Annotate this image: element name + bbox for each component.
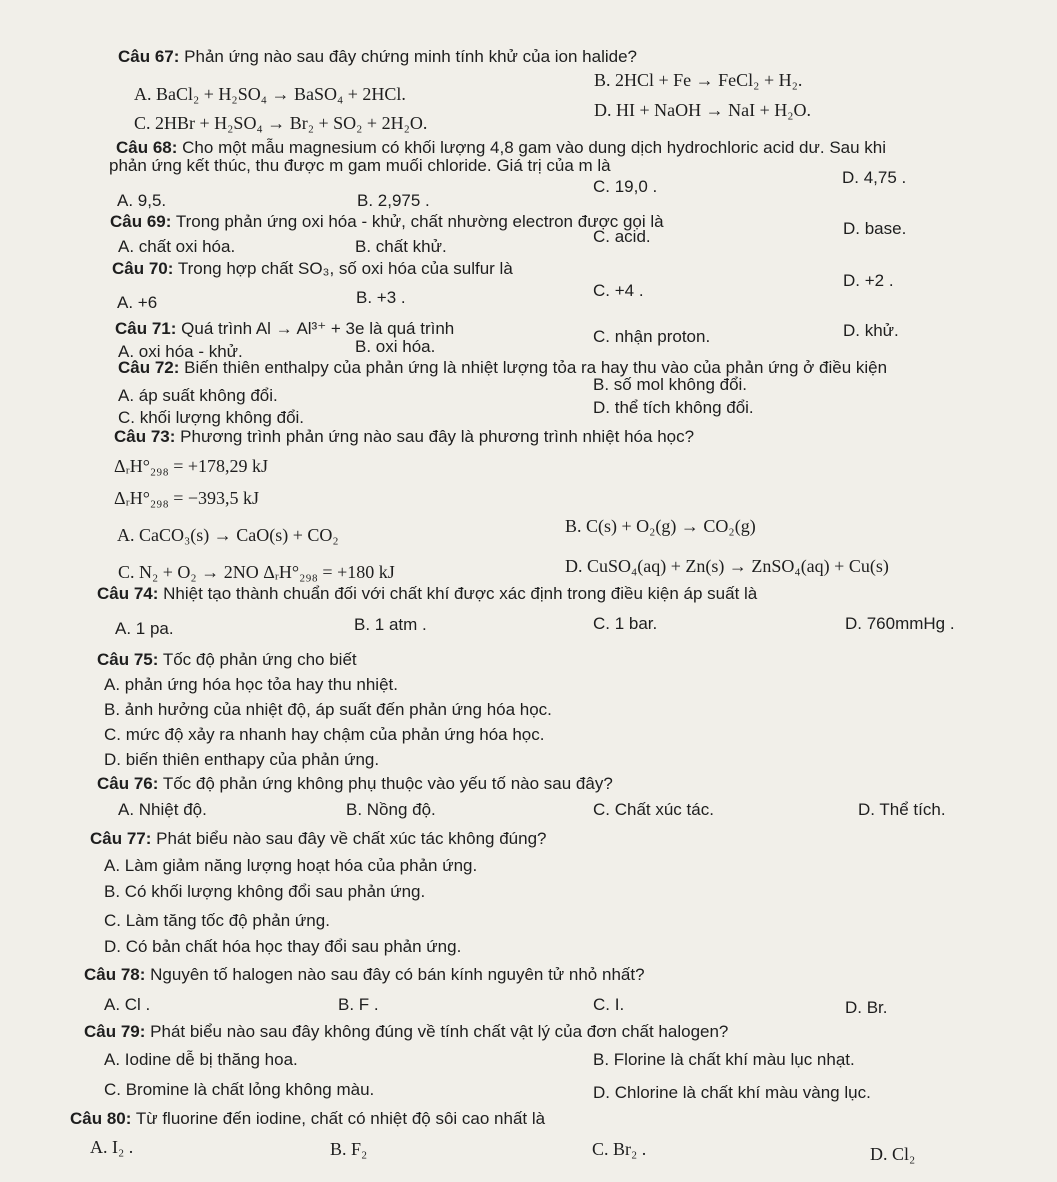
- question-label: Câu 67:: [118, 47, 180, 66]
- option-b: B. F₂: [330, 1139, 368, 1159]
- option-d: D. Br.: [845, 998, 888, 1017]
- question-label: Câu 79:: [84, 1022, 146, 1041]
- option-b: B. Florine là chất khí màu lục nhạt.: [593, 1050, 855, 1069]
- option-a: A. phản ứng hóa học tỏa hay thu nhiệt.: [104, 675, 398, 694]
- option-c: C. nhận proton.: [593, 327, 711, 346]
- question-69: [110, 211, 664, 232]
- question-stem: Phát biểu nào sau đây không đúng về tính chất vật lý của đơn chất halogen?: [150, 1022, 729, 1041]
- option-a: A. I₂ .: [90, 1137, 134, 1157]
- question-75: [97, 649, 357, 670]
- option-c: C. 19,0 .: [593, 177, 658, 196]
- question-stem: Nguyên tố halogen nào sau đây có bán kính nguyên tử nhỏ nhất?: [150, 965, 645, 984]
- question-label: Câu 80:: [70, 1109, 132, 1128]
- option-d: D. +2 .: [843, 271, 894, 290]
- option-a: A. BaCl₂ + H₂SO₄ → BaSO₄ + 2HCl.: [134, 84, 406, 104]
- option-a: A. áp suất không đổi.: [118, 386, 278, 405]
- question-stem: Biến thiên enthalpy của phản ứng là nhiệt lượng tỏa ra hay thu vào của phản ứng ở điều kiện: [184, 358, 888, 377]
- enthalpy-2: ΔᵣH°₂₉₈ = −393,5 kJ: [114, 488, 260, 508]
- question-67: [118, 46, 637, 67]
- option-b: B. F .: [338, 995, 379, 1014]
- option-c: C. N₂ + O₂ → 2NO ΔᵣH°₂₉₈ = +180 kJ: [118, 562, 395, 582]
- question-78: [84, 964, 645, 985]
- question-label: Câu 71:: [115, 319, 177, 338]
- option-a: A. Làm giảm năng lượng hoạt hóa của phản ứng.: [104, 856, 478, 875]
- question-label: Câu 78:: [84, 965, 146, 984]
- option-c: C. 2HBr + H₂SO₄ → Br₂ + SO₂ + 2H₂O.: [134, 113, 428, 133]
- option-d: D. 760mmHg .: [845, 614, 955, 633]
- question-77: [90, 828, 547, 849]
- question-label: Câu 76:: [97, 774, 159, 793]
- question-stem: Nhiệt tạo thành chuẩn đối với chất khí được xác định trong điều kiện áp suất là: [163, 584, 758, 603]
- option-b: B. số mol không đổi.: [593, 375, 748, 394]
- option-c: C. +4 .: [593, 281, 644, 300]
- question-label: Câu 77:: [90, 829, 152, 848]
- question-72: [118, 357, 887, 378]
- question-label: Câu 73:: [114, 427, 176, 446]
- question-stem: Trong phản ứng oxi hóa - khử, chất nhường electron được gọi là: [175, 212, 664, 231]
- option-d: D. HI + NaOH → NaI + H₂O.: [594, 100, 812, 120]
- question-73: [114, 426, 694, 447]
- question-label: Câu 74:: [97, 584, 159, 603]
- question-stem: Tốc độ phản ứng không phụ thuộc vào yếu tố nào sau đây?: [162, 774, 613, 793]
- option-d: D. Cl₂: [870, 1144, 916, 1164]
- option-a: A. Iodine dễ bị thăng hoa.: [104, 1050, 298, 1069]
- option-a: A. +6: [117, 293, 158, 312]
- option-d: D. thể tích không đổi.: [593, 398, 754, 417]
- question-stem: Phát biểu nào sau đây về chất xúc tác không đúng?: [156, 829, 547, 848]
- question-label: Câu 70:: [112, 259, 174, 278]
- option-d: D. Thể tích.: [858, 800, 946, 819]
- option-c: C. 1 bar.: [593, 614, 658, 633]
- option-c: C. Chất xúc tác.: [593, 800, 714, 819]
- question-stem: Phản ứng nào sau đây chứng minh tính khử của ion halide?: [184, 47, 637, 66]
- option-c: C. mức độ xảy ra nhanh hay chậm của phản ứng hóa học.: [104, 725, 545, 744]
- option-b: B. C(s) + O₂(g) → CO₂(g): [565, 516, 756, 536]
- option-b: B. +3 .: [356, 288, 406, 307]
- option-b: B. 1 atm .: [354, 615, 427, 634]
- question-stem: Cho một mẫu magnesium có khối lượng 4,8 gam vào dung dịch hydrochloric acid dư. Sau khi: [182, 138, 887, 157]
- question-label: Câu 75:: [97, 650, 159, 669]
- option-d: D. Có bản chất hóa học thay đổi sau phản ứng.: [104, 937, 462, 956]
- option-c: C. Bromine là chất lỏng không màu.: [104, 1080, 375, 1099]
- option-d: D. base.: [843, 219, 907, 238]
- option-b: B. ảnh hưởng của nhiệt độ, áp suất đến phản ứng hóa học.: [104, 700, 552, 719]
- option-a: A. oxi hóa - khử.: [118, 342, 243, 361]
- option-a: A. Nhiệt độ.: [118, 800, 207, 819]
- option-a: A. chất oxi hóa.: [118, 237, 236, 256]
- option-b: B. oxi hóa.: [355, 337, 436, 356]
- question-stem: Phương trình phản ứng nào sau đây là phương trình nhiệt hóa học?: [180, 427, 695, 446]
- question-76: [97, 773, 613, 794]
- question-stem-continued: phản ứng kết thúc, thu được m gam muối chloride. Giá trị của m là: [109, 156, 611, 175]
- option-b: B. Có khối lượng không đổi sau phản ứng.: [104, 882, 426, 901]
- option-c: C. acid.: [593, 227, 651, 246]
- option-c: C. I.: [593, 995, 625, 1014]
- option-c: C. Br₂ .: [592, 1139, 647, 1159]
- option-a: A. 1 pa.: [115, 619, 174, 638]
- question-80: [70, 1108, 545, 1129]
- enthalpy-1: ΔᵣH°₂₉₈ = +178,29 kJ: [114, 456, 269, 476]
- question-stem: Quá trình Al → Al³⁺ + 3e là quá trình: [181, 319, 455, 338]
- option-b: B. Nồng độ.: [346, 800, 436, 819]
- question-label: Câu 68:: [116, 138, 178, 157]
- option-a: A. CaCO₃(s) → CaO(s) + CO₂: [117, 525, 339, 545]
- question-stem: Tốc độ phản ứng cho biết: [162, 650, 357, 669]
- option-a: A. 9,5.: [117, 191, 167, 210]
- question-label: Câu 69:: [110, 212, 172, 231]
- option-d: D. Chlorine là chất khí màu vàng lục.: [593, 1083, 871, 1102]
- option-d: D. CuSO₄(aq) + Zn(s) → ZnSO₄(aq) + Cu(s): [565, 556, 889, 576]
- option-b: B. chất khử.: [355, 237, 447, 256]
- option-b: B. 2HCl + Fe → FeCl₂ + H₂.: [594, 70, 803, 90]
- option-c: C. khối lượng không đổi.: [118, 408, 305, 427]
- option-c: C. Làm tăng tốc độ phản ứng.: [104, 911, 330, 930]
- option-d: D. 4,75 .: [842, 168, 907, 187]
- question-label: Câu 72:: [118, 358, 180, 377]
- option-d: D. biến thiên enthapy của phản ứng.: [104, 750, 380, 769]
- question-79: [84, 1021, 728, 1042]
- option-a: A. Cl .: [104, 995, 151, 1014]
- option-d: D. khử.: [843, 321, 899, 340]
- question-stem: Trong hợp chất SO₃, số oxi hóa của sulfur là: [177, 259, 513, 278]
- option-b: B. 2,975 .: [357, 191, 430, 210]
- question-stem: Từ fluorine đến iodine, chất có nhiệt độ sôi cao nhất là: [135, 1109, 546, 1128]
- question-70: [112, 258, 513, 279]
- question-74: [97, 583, 757, 604]
